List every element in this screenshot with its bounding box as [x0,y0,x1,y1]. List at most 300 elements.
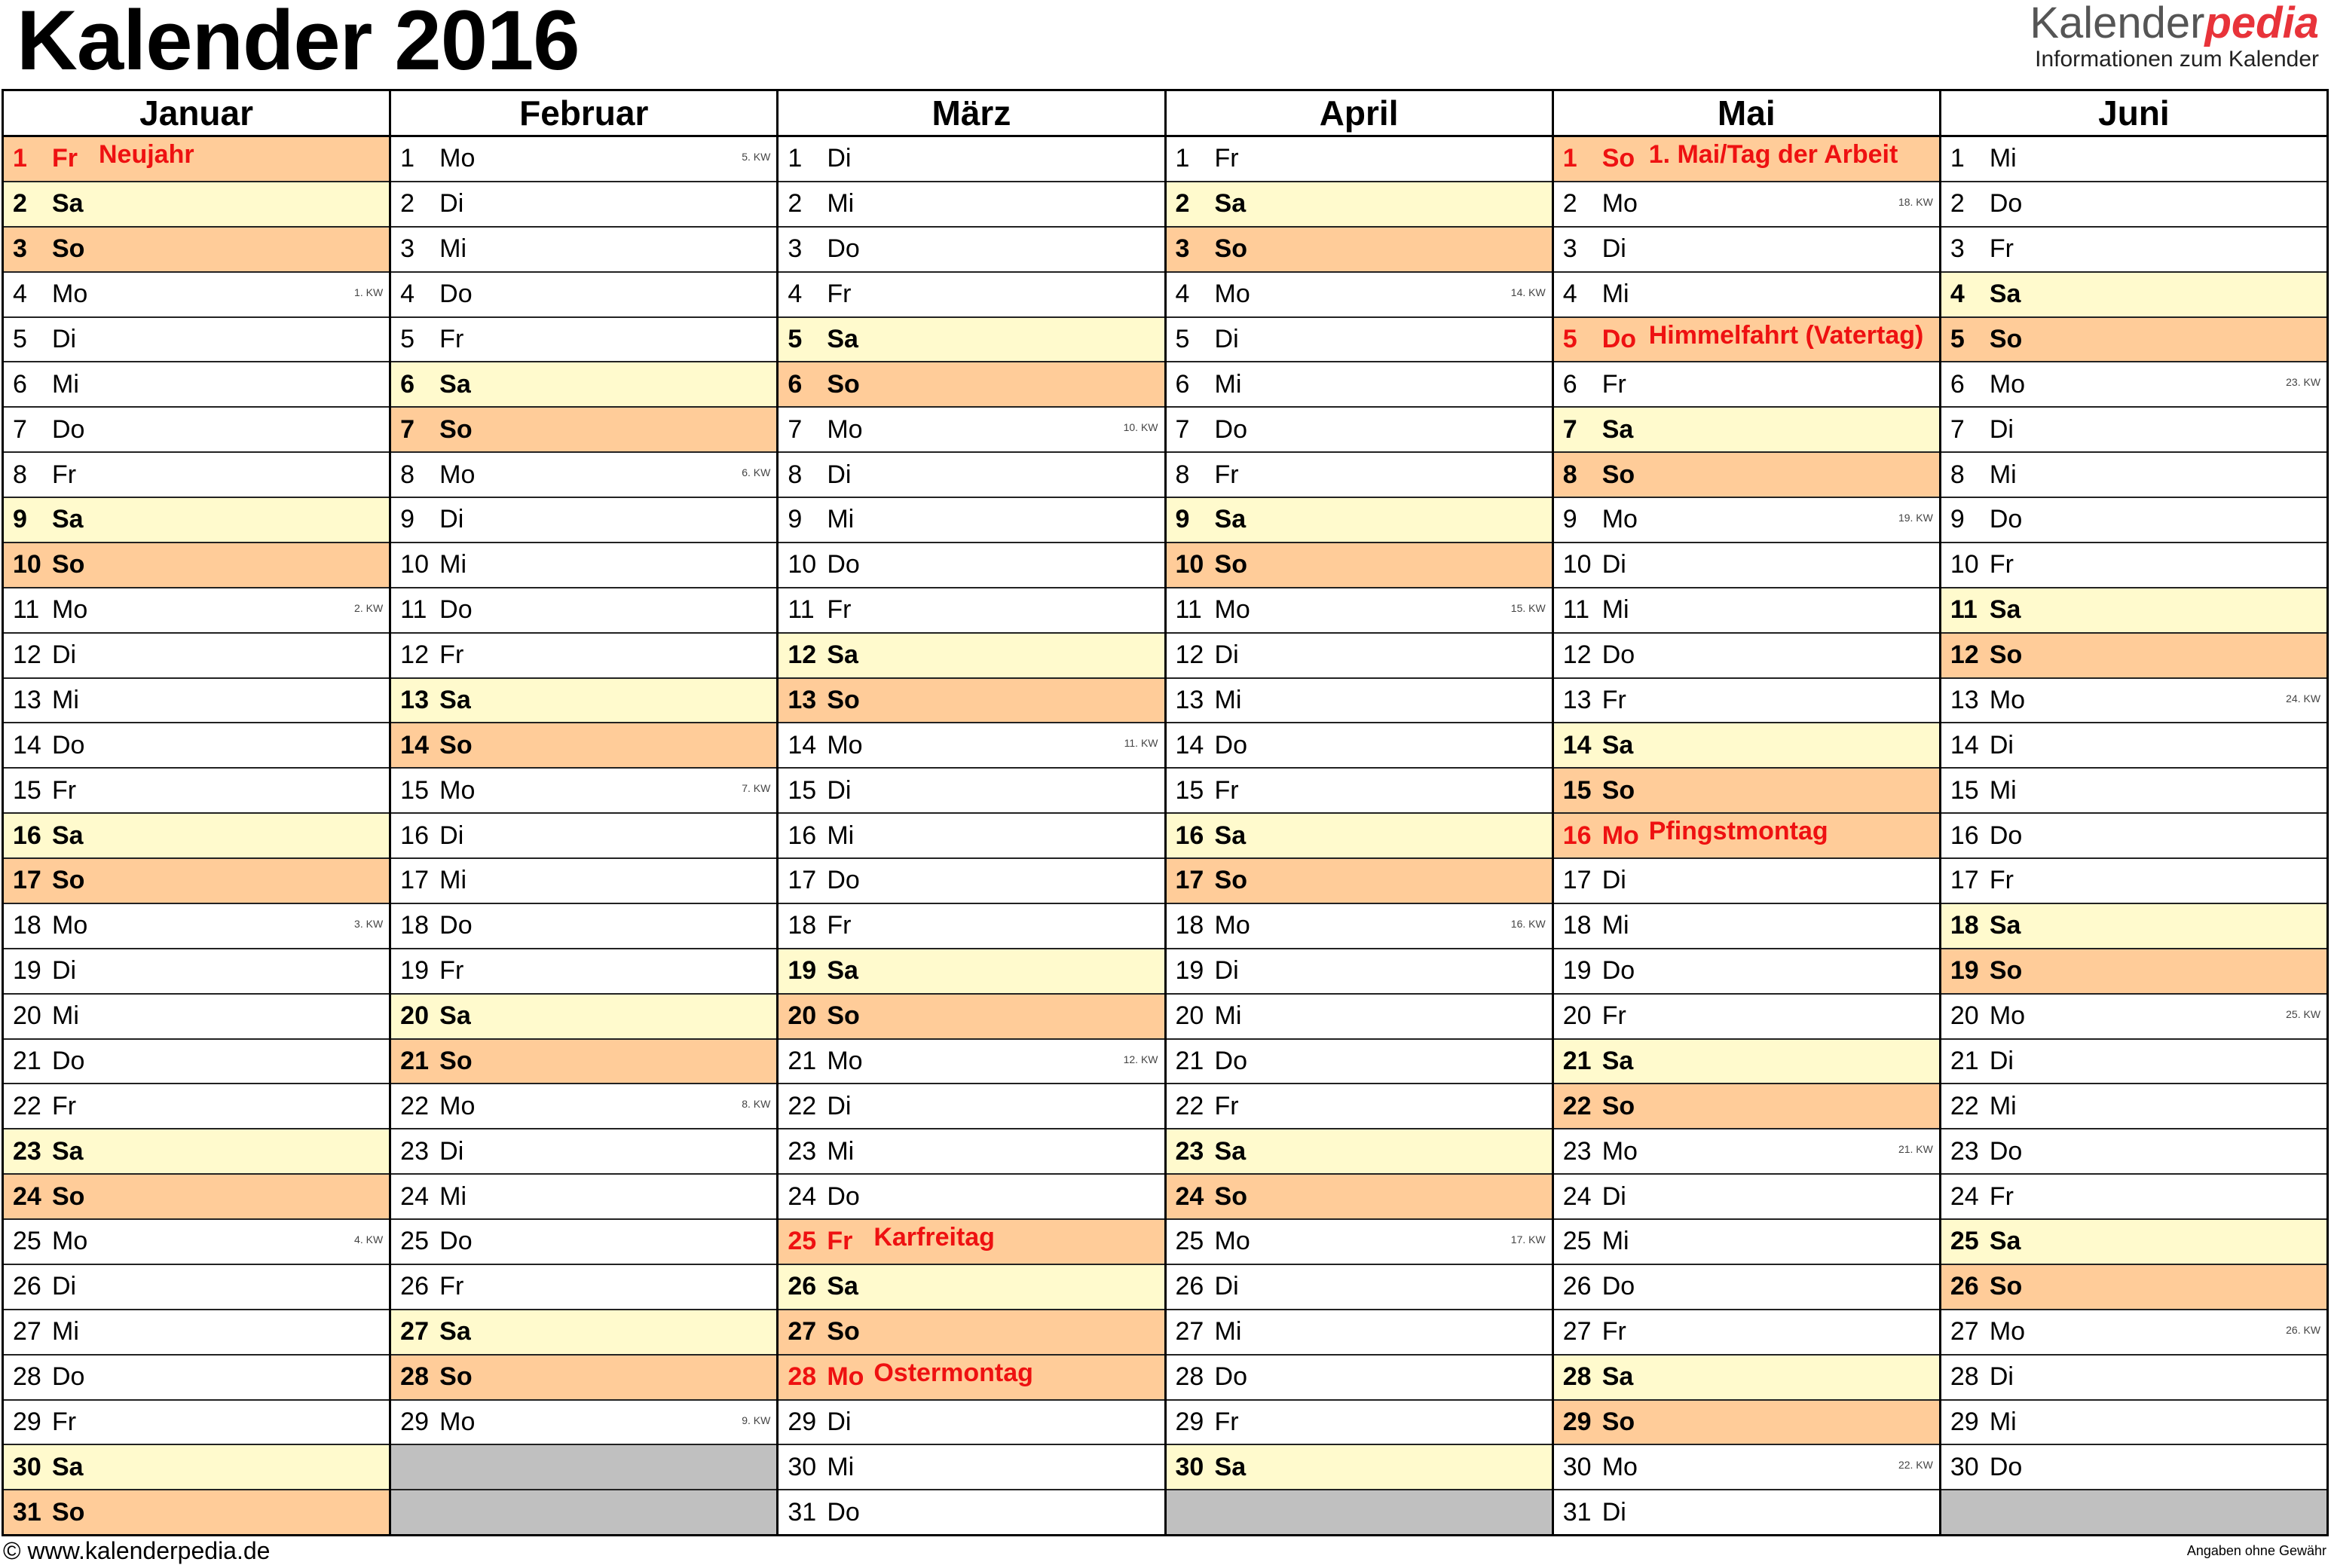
day-row [1554,362,1939,408]
day-row [1167,859,1552,904]
day-row [4,318,389,363]
weekday-label: So [827,1001,860,1031]
day-number: 16 [788,821,817,850]
day-row [4,814,389,859]
day-number: 4 [788,280,803,309]
weekday-label: Do [1601,1272,1635,1301]
day-row [779,362,1164,408]
day-row [1941,1265,2326,1310]
day-number: 24 [13,1181,41,1211]
day-row [1554,679,1939,724]
day-row [1941,814,2326,859]
weekday-label: Di [1989,730,2014,760]
disclaimer-footer: Angaben ohne Gewähr [2186,1543,2326,1558]
day-row [1941,182,2326,228]
day-number: 15 [1562,775,1592,805]
day-number: 10 [1562,550,1592,579]
week-number: 6. KW [742,466,771,479]
day-row [391,273,776,318]
day-row [391,1084,776,1129]
day-row [1941,362,2326,408]
day-row [1941,318,2326,363]
day-number: 18 [400,911,429,940]
month-column [391,91,779,1534]
holiday-name: Neujahr [99,140,194,169]
weekday-label: Di [1601,1497,1626,1527]
weekday-label: So [1601,144,1635,173]
day-number: 31 [788,1497,817,1527]
day-number: 3 [1562,234,1577,264]
weekday-label: Mi [52,1001,79,1031]
weekday-label: Mi [52,369,79,399]
day-number: 23 [1175,1136,1204,1166]
day-number: 13 [1950,685,1979,714]
day-row [1554,408,1939,453]
day-number: 17 [788,866,817,895]
day-number: 12 [1562,640,1592,670]
brand-tagline: Informationen zum Kalender [2035,47,2319,72]
day-number: 6 [400,369,415,399]
weekday-label: Sa [1601,1362,1634,1392]
day-number: 21 [788,1046,817,1075]
day-row [1167,949,1552,995]
day-number: 19 [1175,956,1204,986]
week-number: 9. KW [742,1414,771,1426]
weekday-label: Sa [1601,1046,1634,1075]
week-number: 22. KW [1898,1459,1933,1472]
day-number: 4 [1562,280,1577,309]
weekday-label: Di [1989,1046,2014,1075]
week-number: 3. KW [354,917,384,930]
day-number: 28 [13,1362,41,1392]
weekday-label: Mo [439,1091,476,1120]
weekday-label: Sa [52,1452,84,1481]
day-number: 14 [1950,730,1979,760]
day-row [1167,995,1552,1040]
day-row [391,137,776,182]
brand-name-accent: pedia [2204,0,2319,47]
day-row [1554,1265,1939,1310]
day-row [1941,588,2326,634]
weekday-label: Do [1989,505,2023,534]
day-number: 10 [400,550,429,579]
day-number: 28 [1950,1362,1979,1392]
day-number: 7 [1175,414,1190,444]
weekday-label: So [1989,640,2023,670]
day-number: 14 [400,730,429,760]
day-number: 25 [13,1227,41,1256]
day-row [1554,543,1939,588]
day-row [1941,1175,2326,1220]
month-column [1167,91,1554,1534]
day-row [391,228,776,273]
day-number: 20 [788,1001,817,1031]
weekday-label: So [52,866,85,895]
weekday-label: Di [1601,550,1626,579]
day-row [4,859,389,904]
day-row [4,1356,389,1401]
weekday-label: Do [827,234,860,264]
week-number: 17. KW [1510,1233,1546,1246]
day-number: 22 [1562,1091,1592,1120]
day-row [4,1129,389,1175]
day-number: 5 [788,324,803,353]
day-number: 6 [1950,369,1965,399]
weekday-label: Do [1989,1136,2023,1166]
weekday-label: Do [827,866,860,895]
day-row [1941,1310,2326,1356]
month-header: März [779,91,1164,137]
day-number: 16 [13,821,41,850]
day-number: 28 [1175,1362,1204,1392]
day-row [1941,634,2326,679]
day-number: 21 [13,1046,41,1075]
day-row [1167,1040,1552,1085]
weekday-label: Sa [439,685,471,714]
day-row [391,679,776,724]
day-row [779,679,1164,724]
weekday-label: Sa [1214,1452,1247,1481]
weekday-label: Di [1214,956,1239,986]
day-row [4,1445,389,1490]
weekday-label: Sa [1214,1136,1247,1166]
weekday-label: Do [827,550,860,579]
day-row [4,228,389,273]
day-number: 31 [1562,1497,1592,1527]
month-header: Juni [1941,91,2326,137]
day-row [779,182,1164,228]
weekday-label: Fr [1601,1001,1626,1031]
weekday-label: Sa [827,956,858,986]
day-row [1554,1129,1939,1175]
weekday-label: So [1214,1181,1247,1211]
day-number: 23 [13,1136,41,1166]
day-number: 3 [400,234,415,264]
weekday-label: Sa [52,505,84,534]
day-row [4,1490,389,1534]
day-row [1554,1445,1939,1490]
weekday-label: Fr [1214,144,1239,173]
day-number: 29 [1562,1407,1592,1436]
weekday-label: Mo [1601,1136,1638,1166]
weekday-label: Di [827,144,852,173]
empty-day-cell [1941,1490,2326,1534]
day-number: 2 [1175,189,1190,219]
day-number: 14 [13,730,41,760]
day-number: 9 [1950,505,1965,534]
weekday-label: Fr [52,775,77,805]
day-row [779,769,1164,814]
day-row [1941,995,2326,1040]
day-row [1554,769,1939,814]
day-row [779,588,1164,634]
weekday-label: Sa [439,369,471,399]
day-number: 27 [400,1317,429,1346]
day-number: 4 [400,280,415,309]
day-row [4,588,389,634]
week-number: 18. KW [1898,195,1933,208]
weekday-label: Mi [52,685,79,714]
day-number: 30 [1950,1452,1979,1481]
day-row [4,273,389,318]
weekday-label: So [52,234,85,264]
day-row [391,1129,776,1175]
holiday-name: Karfreitag [873,1223,995,1252]
day-row [1554,904,1939,949]
day-number: 16 [1562,821,1592,850]
weekday-label: Di [1601,866,1626,895]
day-row [4,679,389,724]
day-row [1167,904,1552,949]
day-row [1167,1175,1552,1220]
weekday-label: Do [52,730,85,760]
day-row [391,859,776,904]
day-number: 2 [1950,189,1965,219]
page-title: Kalender 2016 [17,0,580,87]
month-header: Januar [4,91,389,137]
day-number: 23 [400,1136,429,1166]
day-row [779,995,1164,1040]
week-number: 2. KW [354,601,384,614]
holiday-name: Pfingstmontag [1648,817,1828,846]
day-number: 15 [1175,775,1204,805]
weekday-label: Fr [827,595,852,625]
day-row [779,814,1164,859]
month-header: April [1167,91,1552,137]
week-number: 8. KW [742,1098,771,1111]
weekday-label: Fr [1601,685,1626,714]
day-row [1554,1356,1939,1401]
day-row [1941,1401,2326,1446]
day-number: 29 [1950,1407,1979,1436]
weekday-label: So [1601,460,1635,489]
day-number: 5 [1950,324,1965,353]
day-row [1941,949,2326,995]
day-row [1167,634,1552,679]
weekday-label: Sa [52,1136,84,1166]
day-number: 18 [13,911,41,940]
weekday-label: Fr [1989,550,2014,579]
day-number: 20 [13,1001,41,1031]
day-row [391,408,776,453]
day-number: 18 [1175,911,1204,940]
day-number: 5 [1175,324,1190,353]
day-number: 26 [1562,1272,1592,1301]
weekday-label: Fr [1601,369,1626,399]
day-row [391,1310,776,1356]
day-number: 6 [1562,369,1577,399]
weekday-label: Fr [52,1091,77,1120]
day-number: 8 [1950,460,1965,489]
day-number: 9 [1175,505,1190,534]
weekday-label: So [1214,234,1247,264]
day-number: 27 [1562,1317,1592,1346]
day-row [391,1401,776,1446]
day-row [4,949,389,995]
weekday-label: So [439,414,473,444]
weekday-label: Mo [1989,685,2026,714]
brand-logo [2030,2,2319,72]
day-row [1554,995,1939,1040]
day-number: 23 [788,1136,817,1166]
weekday-label: Di [52,956,77,986]
week-number: 4. KW [354,1233,384,1246]
month-column [4,91,391,1534]
weekday-label: Do [1601,324,1637,353]
weekday-label: Sa [52,189,84,219]
weekday-label: So [1601,775,1635,805]
weekday-label: Do [439,595,473,625]
day-row [391,182,776,228]
day-number: 25 [400,1227,429,1256]
weekday-label: So [52,1181,85,1211]
month-column [779,91,1166,1534]
day-row [1941,1445,2326,1490]
weekday-label: So [827,1317,860,1346]
holiday-name: 1. Mai/Tag der Arbeit [1648,140,1898,169]
weekday-label: Mi [1214,1317,1242,1346]
day-row [1941,1084,2326,1129]
day-number: 7 [13,414,27,444]
weekday-label: So [1214,550,1247,579]
weekday-label: Do [1989,1452,2023,1481]
day-row [1554,498,1939,543]
weekday-label: Mi [827,189,855,219]
day-number: 25 [1175,1227,1204,1256]
day-row [391,814,776,859]
day-row [4,1401,389,1446]
day-number: 12 [400,640,429,670]
weekday-label: Sa [1214,505,1247,534]
day-number: 29 [13,1407,41,1436]
day-number: 8 [400,460,415,489]
day-row [1554,814,1939,859]
weekday-label: Mo [1601,821,1639,850]
weekday-label: Fr [1989,234,2014,264]
day-number: 15 [1950,775,1979,805]
day-number: 11 [1175,595,1202,625]
day-number: 19 [1950,956,1979,986]
day-number: 8 [13,460,27,489]
day-row [1941,769,2326,814]
day-row [1167,408,1552,453]
holiday-name: Himmelfahrt (Vatertag) [1648,320,1924,350]
weekday-label: Do [52,414,85,444]
week-number: 14. KW [1510,286,1546,298]
day-number: 26 [400,1272,429,1301]
day-number: 9 [1562,505,1577,534]
day-row [1167,1220,1552,1265]
weekday-label: Mo [439,775,476,805]
day-row [391,1356,776,1401]
day-row [1941,904,2326,949]
day-row [779,453,1164,498]
weekday-label: Sa [439,1001,471,1031]
day-row [4,1310,389,1356]
weekday-label: So [439,1362,473,1392]
weekday-label: Di [439,189,464,219]
day-number: 25 [1950,1227,1979,1256]
day-row [1554,634,1939,679]
day-row [391,453,776,498]
day-row [779,273,1164,318]
day-number: 6 [788,369,803,399]
day-row [779,1401,1164,1446]
weekday-label: Di [439,505,464,534]
day-number: 7 [1950,414,1965,444]
day-row [4,1175,389,1220]
day-row [1941,408,2326,453]
day-number: 17 [1950,866,1979,895]
day-row [779,318,1164,363]
day-number: 16 [400,821,429,850]
day-row [779,723,1164,769]
weekday-label: Di [439,821,464,850]
weekday-label: Di [1214,324,1239,353]
day-row [4,362,389,408]
day-number: 15 [13,775,41,805]
day-row [391,362,776,408]
weekday-label: Di [1214,1272,1239,1301]
weekday-label: Mo [52,595,88,625]
weekday-label: Mo [1601,1452,1638,1481]
weekday-label: So [439,1046,473,1075]
day-row [1554,1310,1939,1356]
day-number: 18 [1950,911,1979,940]
day-number: 25 [788,1227,817,1256]
weekday-label: Mi [1989,775,2017,805]
weekday-label: Mi [827,1136,855,1166]
weekday-label: Do [1601,640,1635,670]
day-number: 17 [400,866,429,895]
day-row [391,1175,776,1220]
day-row [1167,318,1552,363]
day-row [1167,1401,1552,1446]
weekday-label: Fr [1214,775,1239,805]
day-number: 26 [13,1272,41,1301]
weekday-label: Mi [1989,460,2017,489]
day-number: 2 [400,189,415,219]
month-header: Februar [391,91,776,137]
day-row [1554,859,1939,904]
day-number: 29 [788,1407,817,1436]
weekday-label: Do [1214,1362,1247,1392]
day-number: 5 [400,324,415,353]
weekday-label: Mi [439,234,467,264]
day-number: 21 [1562,1046,1592,1075]
weekday-label: Do [1214,1046,1247,1075]
day-number: 22 [1950,1091,1979,1120]
day-row [1167,723,1552,769]
weekday-label: Mi [1989,1091,2017,1120]
weekday-label: Di [827,460,852,489]
weekday-label: Mo [52,1227,88,1256]
day-row [4,182,389,228]
day-number: 6 [13,369,27,399]
day-number: 12 [1175,640,1204,670]
day-row [779,949,1164,995]
weekday-label: Do [1989,821,2023,850]
day-row [779,228,1164,273]
weekday-label: Di [827,1091,852,1120]
day-number: 24 [1175,1181,1204,1211]
week-number: 16. KW [1510,917,1546,930]
day-number: 15 [400,775,429,805]
weekday-label: Sa [1989,280,2021,309]
day-number: 14 [1562,730,1592,760]
day-row [1167,1129,1552,1175]
weekday-label: Mi [1601,1227,1629,1256]
